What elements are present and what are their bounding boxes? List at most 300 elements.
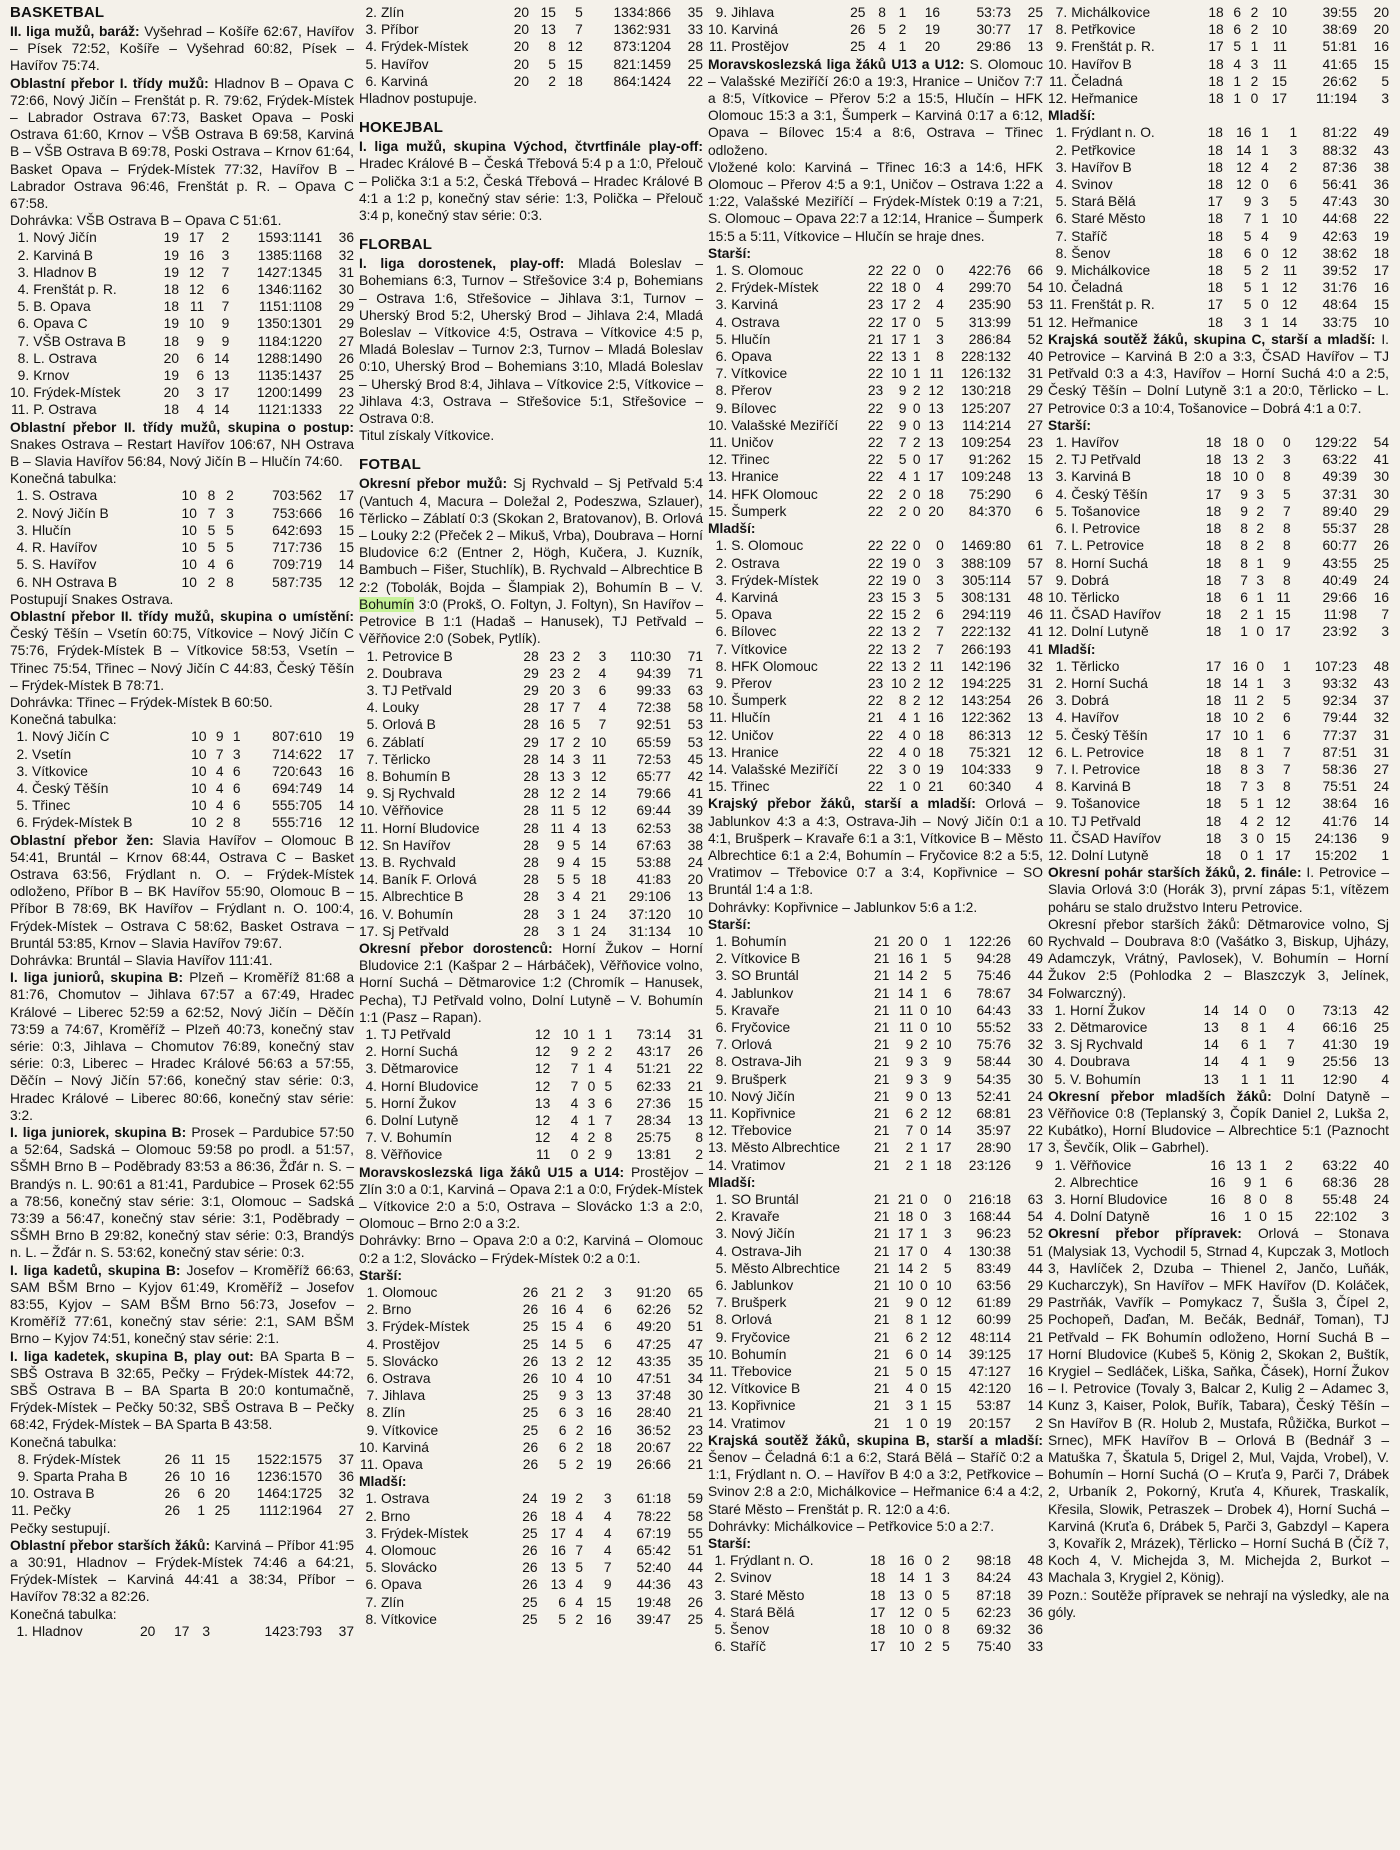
stat: 12 [590, 768, 607, 784]
rank: 6. [365, 73, 377, 89]
team-name: Karviná B [1071, 469, 1132, 485]
points: 63 [687, 682, 703, 698]
competition-name: I. liga dorostenek, play-off: [359, 256, 565, 272]
points: 27 [338, 1503, 354, 1519]
team-name: Město Albrechtice [731, 1140, 841, 1156]
points: 49 [1027, 951, 1043, 967]
stat: 8 [1282, 779, 1291, 795]
points: 17 [1027, 1140, 1043, 1156]
points: 30 [687, 1388, 703, 1404]
stat: 14 [936, 1123, 952, 1139]
table-subheading: Starší: [708, 1536, 751, 1552]
team-name: Tošanovice [1071, 796, 1141, 812]
standings-table [10, 487, 354, 590]
score: 26:62 [1322, 73, 1357, 89]
table-row [708, 1036, 1043, 1053]
table-row [708, 279, 1043, 296]
team-name: Český Těšín [1071, 486, 1148, 502]
stat: 5 [207, 540, 216, 556]
rank: 7. [366, 751, 379, 767]
stat: 15 [540, 5, 556, 20]
stat: 12 [534, 1078, 551, 1094]
stat: 1 [898, 779, 907, 795]
rank: 10. [1048, 56, 1068, 72]
points: 27 [1027, 400, 1043, 416]
points: 12 [338, 574, 354, 590]
stat: 3 [1289, 142, 1298, 158]
stat: 2 [912, 383, 921, 399]
stat: 3 [598, 648, 607, 664]
score: 126:132 [961, 366, 1011, 382]
stat: 19 [163, 368, 180, 384]
stat: 21 [874, 1312, 890, 1328]
rank: 9. [1055, 572, 1068, 588]
stat: 8 [1285, 1192, 1293, 1208]
result-text: Mladá Boleslav – Bohemians 6:3, Turnov – Střešovice 3:4 p, Bohemians – Ostrava 1:6, Střešovice – Jihlava 3:1, Turnov – Uherský Brod 5:2, Uherský Brod – Jihlava 2:4, Mladá Boleslav – Vítkovice 4:5, Ostrava – Vítkovice 4:5 p, Mladá Boleslav – Turnov 2:3, Turnov – Mladá Boleslav 0:10, Uherský Brod – Bohemians 3:10, Mladá Boleslav – Uherský Brod 8:4, Jihlava – Vítkovice 2:5, Vítkovice – Jihlava 4:3, Ostrava – Střešovice 5:1, Střešovice – Ostrava 0:8. [359, 256, 703, 427]
points: 54 [1027, 280, 1043, 296]
rank: 3. [366, 1319, 379, 1335]
rank: 16. [359, 906, 379, 922]
competition-name: Krajská soutěž žáků, skupina B, starší a mladší: [708, 1432, 1043, 1448]
stat: 5 [942, 1604, 950, 1620]
standings-table [359, 648, 703, 940]
rank: 9. [715, 400, 728, 416]
team-name: Nový Jičín [731, 1088, 795, 1104]
table-row [359, 1129, 703, 1146]
rank: 3. [365, 1525, 377, 1541]
stat: 21 [874, 1398, 890, 1414]
stat: 1 [572, 923, 581, 939]
rank: 1. [715, 263, 728, 279]
stat: 1 [1256, 675, 1264, 691]
score: 53:73 [976, 5, 1011, 20]
points: 42 [687, 768, 703, 784]
stat: 21 [874, 1243, 890, 1259]
stat: 4 [898, 469, 907, 485]
points: 15 [1373, 56, 1389, 72]
stat: 22 [867, 641, 884, 657]
result-text: Dolní Datyně – Věřňovice 0:8 (Teplanský 3, Čopík Daniel 2, Lukša 2, Kubátko), Horní Bludovice – Albrechtice 5:1 (Paznocht 3, Ševčík, Olik – Gabrhel). [1048, 1088, 1390, 1156]
result-paragraph [10, 212, 354, 229]
competition-name: Oblastní přebor II. třídy mužů, skupina o postup: [10, 419, 354, 435]
stat: 19 [928, 761, 944, 777]
score: 79:66 [636, 786, 671, 802]
stat: 0 [1260, 177, 1269, 193]
stat: 16 [596, 1611, 612, 1627]
team-name: Frýdek-Místek [33, 1451, 121, 1467]
score: 1236:1570 [256, 1469, 322, 1485]
points: 9 [1381, 830, 1389, 846]
stat: 12 [534, 1061, 551, 1077]
points: 14 [1373, 813, 1389, 829]
points: 43 [1373, 675, 1389, 691]
score: 30:77 [976, 22, 1011, 38]
stat: 4 [570, 1130, 579, 1146]
stat: 3 [1256, 761, 1264, 777]
score: 39:52 [1322, 263, 1357, 279]
stat: 18 [590, 872, 607, 888]
table-row [359, 871, 703, 888]
stat: 14 [936, 1346, 952, 1362]
stat: 6 [604, 1336, 612, 1352]
stat: 4 [936, 297, 944, 313]
result-text: Dohrávka: Třinec – Frýdek-Místek B 60:50. [10, 694, 273, 710]
table-row [359, 1559, 703, 1576]
stat: 0 [1258, 1002, 1267, 1018]
points: 58 [687, 700, 703, 716]
stat: 0 [912, 314, 921, 330]
stat: 10 [188, 316, 205, 332]
rank: 2. [1054, 1174, 1066, 1190]
stat: 20 [139, 1623, 156, 1639]
stat: 1 [587, 1061, 596, 1077]
stat: 9 [570, 1044, 579, 1060]
table-row [1048, 124, 1389, 141]
team-name: Michálkovice [1071, 5, 1151, 20]
table-row [359, 906, 703, 923]
table-row [1048, 434, 1389, 451]
stat: 12 [936, 1329, 952, 1345]
team-name: Ostrava [381, 1491, 430, 1507]
rank: 2. [1054, 1019, 1066, 1035]
team-name: Přerov [731, 675, 772, 691]
table-row [708, 1397, 1043, 1414]
team-name: Stará Bělá [730, 1604, 795, 1620]
table-row [359, 38, 703, 55]
table-row [708, 38, 1043, 55]
points: 2 [1035, 1415, 1043, 1431]
table-row [10, 281, 354, 298]
stat: 3 [557, 906, 565, 922]
stat: 18 [869, 1622, 886, 1638]
stat: 3 [898, 761, 907, 777]
score: 60:77 [1322, 538, 1357, 554]
stat: 1 [1256, 607, 1264, 623]
rank: 12. [1048, 314, 1068, 330]
points: 4 [1035, 779, 1043, 795]
stat: 9 [557, 837, 565, 853]
points: 63 [1027, 1192, 1043, 1208]
stat: 10 [191, 815, 207, 831]
stat: 16 [1236, 125, 1252, 141]
rank: 12. [1048, 847, 1068, 863]
rank: 4. [17, 282, 30, 298]
stat: 28 [523, 648, 539, 664]
rank: 4. [365, 1078, 377, 1094]
rank: 7. [365, 1130, 377, 1146]
score: 43:35 [636, 1353, 671, 1369]
table-row [359, 648, 703, 665]
stat: 3 [587, 1095, 596, 1111]
score: 29:66 [1322, 589, 1357, 605]
standings-table [359, 1490, 703, 1628]
table-row [708, 1053, 1043, 1070]
score: 40:49 [1322, 572, 1357, 588]
rank: 4. [715, 589, 728, 605]
score: 19:48 [636, 1594, 671, 1610]
score: 1522:1575 [256, 1451, 322, 1467]
rank: 6. [17, 316, 30, 332]
stat: 0 [912, 503, 921, 519]
table-row [359, 1043, 703, 1060]
stat: 3 [905, 1398, 914, 1414]
result-paragraph [1048, 1225, 1389, 1586]
stat: 6 [232, 798, 241, 814]
stat: 11 [535, 1147, 551, 1163]
stat: 6 [936, 607, 944, 623]
points: 6 [1035, 486, 1043, 502]
table-row [359, 820, 703, 837]
score: 75:40 [976, 1639, 1011, 1655]
table-row [1048, 813, 1389, 830]
result-text: Vyšehrad – Košíře 62:67, Havířov – Písek 72:52, Košíře – Vyšehrad 60:82, Písek – Havířov 75:74. [10, 24, 354, 74]
stat: 26 [164, 1451, 181, 1467]
table-row [1048, 658, 1389, 675]
score: 62:33 [636, 1078, 671, 1094]
points: 19 [1373, 1037, 1389, 1053]
table-row [708, 933, 1043, 950]
competition-name: Oblastní přebor žen: [10, 832, 154, 848]
stat: 14 [897, 985, 914, 1001]
points: 13 [1027, 39, 1043, 55]
stat: 6 [943, 985, 952, 1001]
score: 62:26 [636, 1302, 671, 1318]
team-name: Frýdlant n. O. [1071, 125, 1155, 141]
rank: 11. [1049, 73, 1068, 89]
points: 27 [338, 333, 354, 349]
stat: 9 [558, 1388, 567, 1404]
stat: 18 [1205, 469, 1222, 485]
stat: 10 [1232, 710, 1248, 726]
standings-table [1048, 658, 1389, 864]
score: 43:55 [1322, 555, 1357, 571]
stat: 11 [1276, 589, 1291, 605]
rank: 3. [1055, 159, 1068, 175]
table-row [1048, 761, 1389, 778]
competition-name: Okresní přebor mužů: [359, 476, 508, 492]
table-row [10, 367, 354, 384]
table-row [708, 1225, 1043, 1242]
points: 42 [1373, 1002, 1389, 1018]
stat: 6 [1243, 245, 1252, 261]
score: 28:34 [636, 1112, 671, 1128]
stat: 2 [587, 1044, 596, 1060]
table-row [359, 734, 703, 751]
stat: 4 [936, 280, 944, 296]
stat: 12 [1281, 245, 1298, 261]
stat: 5 [572, 717, 581, 733]
stat: 20 [928, 503, 944, 519]
section-heading: FOTBAL [359, 456, 422, 474]
stat: 25 [522, 1525, 538, 1541]
team-name: SO Bruntál [731, 1192, 799, 1208]
points: 3 [1381, 91, 1389, 107]
stat: 6 [604, 1095, 613, 1111]
team-name: Město Albrechtice [731, 1260, 841, 1276]
stat: 6 [232, 780, 241, 796]
stat: 22 [867, 779, 884, 795]
team-name: Těrlicko [382, 751, 431, 767]
stat: 21 [590, 889, 607, 905]
table-row [10, 1502, 354, 1519]
stat: 21 [874, 1106, 890, 1121]
stat: 22 [867, 658, 884, 674]
stat: 19 [163, 316, 180, 332]
points: 1 [1381, 847, 1389, 863]
result-text: Dohrávky: Brno – Opava 2:0 a 0:2, Karviná – Olomouc 0:2 a 1:2, Slovácko – Frýdek-Místek 0:2 a 0:1. [359, 1233, 703, 1266]
rank: 10. [359, 803, 379, 819]
stat: 0 [1282, 435, 1291, 451]
competition-name: Krajská soutěž žáků, skupina C, starší a mladší: [1048, 331, 1376, 347]
result-text: Okresní přebor starších žáků: Dětmarovice volno, Sj Rychvald – Doubrava 8:0 (Vašátko 3, Biskup, Ujházy, Adamczyk, Vrátný, Pavlosek), V. Bohumín – Horní Žukov 2:5 (Pohlodka 2 – Blaszczyk 3, Jelínek, Folwarczný). [1048, 916, 1389, 1001]
team-name: Sj Rychvald [382, 786, 456, 802]
table-subheading: Mladší: [708, 1174, 756, 1190]
rank: 8. [365, 1147, 377, 1163]
table-row [1048, 56, 1389, 73]
stat: 18 [1205, 710, 1222, 726]
stat: 11 [898, 1002, 914, 1018]
team-name: Karviná B [1071, 779, 1132, 795]
stat: 8 [1282, 538, 1291, 554]
stat: 13 [214, 368, 230, 384]
score: 31:134 [628, 923, 671, 939]
stat: 13 [596, 1388, 612, 1404]
points: 37 [1373, 693, 1389, 709]
table-row [359, 1594, 703, 1611]
team-name: Frýdek-Místek [381, 1525, 469, 1541]
stat: 22 [867, 503, 884, 519]
team-name: Opava C [33, 316, 88, 332]
stat: 3 [572, 768, 581, 784]
stat: 23 [867, 297, 884, 313]
score: 68:81 [976, 1106, 1011, 1121]
stat: 18 [1205, 589, 1222, 605]
stat: 0 [919, 1278, 928, 1294]
result-text: Konečná tabulka: [10, 1434, 117, 1450]
stat: 3 [604, 1285, 612, 1301]
score: 286:84 [968, 331, 1011, 347]
stat: 1 [587, 1112, 596, 1128]
stat: 6 [558, 1439, 567, 1455]
stat: 21 [874, 1226, 890, 1242]
score: 39:125 [968, 1346, 1011, 1362]
stat: 6 [197, 1486, 206, 1502]
stat: 1 [1243, 1209, 1252, 1225]
points: 8 [695, 1130, 703, 1146]
points: 16 [1027, 1381, 1043, 1397]
stat: 1 [1240, 624, 1248, 640]
rank: 11. [709, 435, 728, 451]
stat: 3 [919, 1054, 928, 1070]
team-name: Karviná [731, 22, 778, 38]
table-subheading: Starší: [708, 245, 751, 261]
stat: 10 [936, 1278, 952, 1294]
result-paragraph [10, 969, 354, 1124]
score: 87:51 [1322, 744, 1357, 760]
stat: 9 [898, 400, 907, 416]
stat: 15 [590, 854, 607, 870]
team-name: Český Těšín [1071, 727, 1148, 743]
points: 13 [1027, 469, 1043, 485]
score: 49:39 [1322, 469, 1357, 485]
rank: 7. [715, 1037, 728, 1053]
stat: 7 [603, 1560, 612, 1576]
result-paragraph [359, 138, 703, 224]
table-row [359, 1508, 703, 1525]
stat: 26 [164, 1486, 181, 1502]
points: 10 [1373, 314, 1389, 330]
standings-table [1048, 1157, 1389, 1226]
team-name: Svinov [730, 1570, 772, 1586]
team-name: Karviná [382, 1439, 429, 1455]
stat: 5 [1282, 486, 1291, 502]
result-paragraph [10, 419, 354, 471]
stat: 28 [523, 854, 539, 870]
stat: 11 [1282, 263, 1298, 279]
table-row [359, 1060, 703, 1077]
team-name: Heřmanice [1071, 91, 1138, 107]
score: 25:75 [636, 1130, 671, 1146]
stat: 14 [590, 837, 607, 853]
score: 35:97 [976, 1123, 1011, 1139]
stat: 21 [928, 779, 944, 795]
stat: 2 [215, 815, 224, 831]
stat: 1 [197, 1503, 206, 1519]
stat: 7 [215, 746, 224, 762]
column-2 [357, 4, 706, 1840]
rank: 10. [708, 693, 728, 709]
competition-name: I. liga kadetů, skupina B: [10, 1262, 181, 1278]
team-name: ČSAD Havířov [1071, 607, 1161, 623]
team-name: Nový Jičín [731, 1226, 795, 1242]
table-row [708, 727, 1043, 744]
points: 16 [338, 763, 354, 779]
stat: 17 [1207, 297, 1223, 313]
stat: 2 [575, 1285, 584, 1301]
stat: 3 [919, 1071, 928, 1087]
stat: 10 [936, 1037, 952, 1053]
stat: 6 [558, 1594, 566, 1610]
points: 28 [687, 39, 703, 55]
score: 98:18 [976, 1553, 1011, 1569]
table-row [708, 1157, 1043, 1174]
stat: 0 [912, 417, 921, 433]
team-name: Hranice [731, 744, 779, 760]
points: 33 [1027, 1019, 1043, 1035]
team-name: Michálkovice [1071, 263, 1151, 279]
table-row [359, 1284, 703, 1301]
stat: 3 [936, 572, 944, 588]
stat: 11 [550, 803, 565, 819]
points: 15 [687, 1095, 703, 1111]
stat: 18 [1205, 624, 1222, 640]
stat: 9 [1243, 194, 1252, 210]
team-name: B. Opava [33, 299, 91, 315]
points: 43 [1373, 142, 1389, 158]
stat: 2 [898, 503, 907, 519]
stat: 10 [181, 505, 197, 521]
points: 25 [687, 1611, 703, 1627]
stat: 5 [575, 5, 583, 20]
stat: 3 [942, 1570, 950, 1586]
team-name: Dolní Lutyně [381, 1112, 459, 1128]
table-row [359, 1112, 703, 1129]
stat: 5 [1282, 693, 1291, 709]
rank: 3. [366, 682, 379, 698]
team-name: S. Olomouc [731, 263, 804, 279]
score: 47:127 [968, 1364, 1011, 1380]
team-name: Staré Město [730, 1587, 805, 1603]
